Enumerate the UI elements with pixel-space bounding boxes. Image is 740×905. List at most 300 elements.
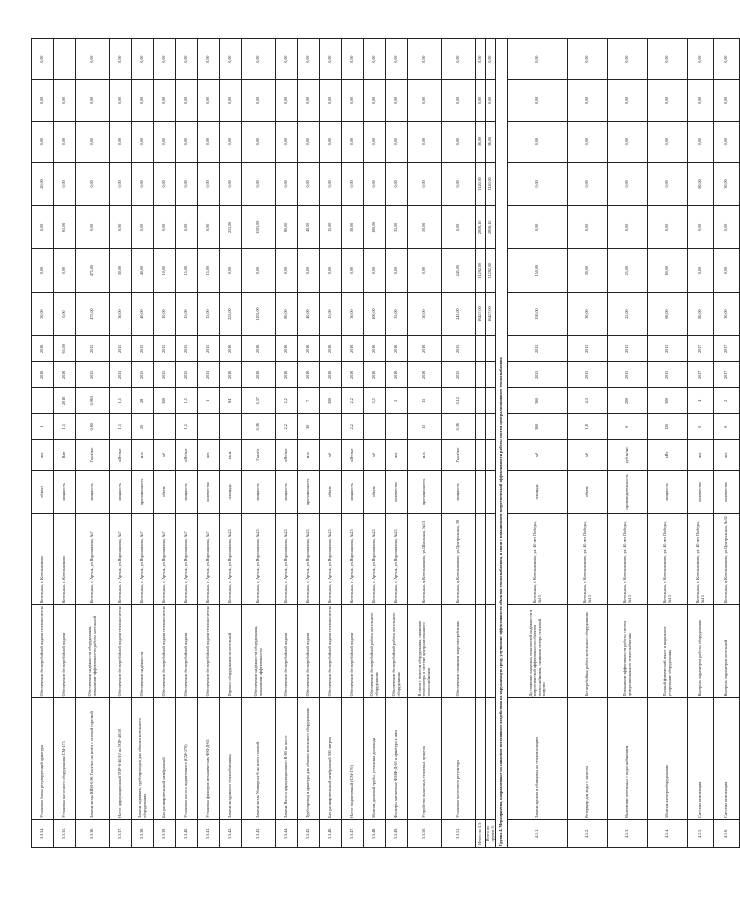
table-cell: 35,00 xyxy=(386,206,408,249)
table-cell: 0,00 xyxy=(32,39,54,80)
table-cell: Обеспечение надёжности оборудования, повышение эффективности работы котельной xyxy=(76,605,110,698)
table-cell: 3.3.43. xyxy=(242,819,276,847)
table-cell: Замена котла КВМ-0,96 Гкал/час на котёл с газовой горелкой xyxy=(76,698,110,819)
table-row xyxy=(508,39,568,848)
table-cell: шт. xyxy=(198,440,220,470)
table-cell: 2016 xyxy=(386,362,408,388)
table-cell: 2015 xyxy=(608,336,648,362)
table-cell: шт. xyxy=(32,440,54,470)
table-cell: 0,00 xyxy=(220,249,242,292)
table-cell: 0,00 xyxy=(342,121,364,162)
table-row xyxy=(408,39,442,848)
table-cell: 4,3 xyxy=(568,388,608,414)
table-cell: 0,00 xyxy=(132,162,154,205)
table-cell: 0,00 xyxy=(648,206,688,249)
table-cell: протяженность xyxy=(408,470,442,513)
table-cell: 4.1.5. xyxy=(688,819,714,847)
table-cell xyxy=(486,362,496,388)
table-cell: Бак расширительный мембранный 300 литров xyxy=(320,698,342,819)
table-cell: 15,00 xyxy=(320,206,342,249)
table-cell: 30,00 xyxy=(568,249,608,292)
table-cell xyxy=(476,362,486,388)
table-cell: 3.3.48. xyxy=(364,819,386,847)
table-cell: Обеспечение бесперебойной подачи xyxy=(298,605,320,698)
table-row xyxy=(54,39,76,848)
table-cell: 0,00 xyxy=(342,39,364,80)
table-cell: 15,00 xyxy=(176,292,198,335)
table-cell: 35,00 xyxy=(386,292,408,335)
table-cell: Обеспечение надёжности оборудования, повышение эффективности xyxy=(242,605,276,698)
table-cell: 40,00 xyxy=(132,249,154,292)
table-cell: Установка частотного регулятора xyxy=(442,698,476,819)
table-cell: 0,00 xyxy=(364,162,386,205)
table-row xyxy=(342,39,364,848)
table-row xyxy=(442,39,476,848)
table-cell: 0,00 xyxy=(110,206,132,249)
table-cell: 2016 xyxy=(342,362,364,388)
table-cell: 2015 xyxy=(76,362,110,388)
table-cell: Итого по 3.3: xyxy=(476,819,486,847)
table-cell: Установка насоса подпиточного (СМ-170) xyxy=(176,698,198,819)
table-cell: 100,00 xyxy=(364,292,386,335)
table-cell: м² xyxy=(508,440,568,470)
table-cell: 3.3.37. xyxy=(110,819,132,847)
table-cell: Котельная, г. Артык, ул.Ворошилова, №7 xyxy=(110,514,132,605)
table-cell: объем xyxy=(320,470,342,513)
table-cell: 0,00 xyxy=(408,249,442,292)
table-cell: количество xyxy=(688,470,714,513)
table-cell: 0,00 xyxy=(32,206,54,249)
table-cell: Установка насосного оборудования СМ-175 xyxy=(54,698,76,819)
table-cell: 0,00 xyxy=(688,80,714,121)
table-cell: 60,00 xyxy=(648,249,688,292)
table-cell: 0 xyxy=(608,414,648,440)
table-cell: 2017 xyxy=(714,362,740,388)
table-cell: 1 xyxy=(32,414,54,440)
table-cell: 0,00 xyxy=(568,39,608,80)
table-cell: площадь xyxy=(508,470,568,513)
table-cell: 2015 xyxy=(154,362,176,388)
table-cell: 0,00 xyxy=(220,162,242,205)
table-cell: 0,00 xyxy=(408,39,442,80)
table-cell: 0,00 xyxy=(386,39,408,80)
table-cell: 2,2 xyxy=(276,388,298,414)
table-cell: 0,00 xyxy=(568,121,608,162)
table-cell: 0,963 xyxy=(76,388,110,414)
table-cell: В связи с износом оборудования, снижение теплопотерь в системе централизованного теплоснабжения xyxy=(408,605,442,698)
table-cell: 2016 xyxy=(220,336,242,362)
table-cell: 200 xyxy=(608,388,648,414)
table-cell: мощность xyxy=(442,470,476,513)
table-cell: 2016 xyxy=(242,336,276,362)
table-cell: 150,00 xyxy=(508,292,568,335)
table-cell xyxy=(486,514,496,605)
table-cell: 0,00 xyxy=(568,80,608,121)
table-cell: 0,00 xyxy=(198,162,220,205)
table-cell: 2015 xyxy=(648,336,688,362)
table-cell: 80,00 xyxy=(688,292,714,335)
table-cell: 0,00 xyxy=(714,39,740,80)
table-cell: кВт xyxy=(648,440,688,470)
table-cell: 0,00 xyxy=(508,162,568,205)
table-cell: 0,00 xyxy=(714,249,740,292)
table-cell: Котельная, г. Артык, ул.Ворошилова, №25 xyxy=(298,514,320,605)
table-cell: 30,00 xyxy=(110,249,132,292)
table-row xyxy=(320,39,342,848)
table-row xyxy=(608,39,648,848)
table-cell: Котельная, г. Артык, ул.Ворошилова, №7 xyxy=(154,514,176,605)
table-cell: 0,00 xyxy=(386,121,408,162)
table-cell: 3.3.40. xyxy=(176,819,198,847)
table-cell: м³ xyxy=(320,440,342,470)
subtotal-row xyxy=(476,39,486,848)
table-cell: м³ xyxy=(154,440,176,470)
table-cell: 0,00 xyxy=(508,206,568,249)
table-cell: Всего по группе 3: xyxy=(486,819,496,847)
table-cell: 0,00 xyxy=(442,206,476,249)
table-cell: 0,37 xyxy=(242,388,276,414)
table-cell: 3.3.51. xyxy=(442,819,476,847)
table-cell: м.п. xyxy=(408,440,442,470)
table-cell: 0,00 xyxy=(608,162,648,205)
table-row xyxy=(76,39,110,848)
table-row xyxy=(110,39,132,848)
table-cell: шт. xyxy=(714,440,740,470)
table-cell: 0,00 xyxy=(568,162,608,205)
table-cell: Резервуар для воды с запасом xyxy=(568,698,608,819)
table-cell: 0,00 xyxy=(320,121,342,162)
table-cell: 2015 xyxy=(76,336,110,362)
table-cell: 0,00 xyxy=(154,162,176,205)
table-cell: 2015 xyxy=(176,336,198,362)
table-cell: 0,00 xyxy=(648,80,688,121)
table-cell: Котельная, г. Артык, ул.Ворошилова, №7 xyxy=(198,514,220,605)
table-cell: 3.3.49. xyxy=(386,819,408,847)
table-row xyxy=(198,39,220,848)
table-cell: Обеспечение бесперебойной подачи теплоносителя xyxy=(110,605,132,698)
table-cell: 475,00 xyxy=(76,249,110,292)
table-cell xyxy=(32,388,54,414)
table-cell: 0,00 xyxy=(110,39,132,80)
table-cell: 0,00 xyxy=(408,80,442,121)
table-cell: 255,00 xyxy=(220,206,242,249)
table-row xyxy=(32,39,54,848)
table-row xyxy=(176,39,198,848)
table-cell xyxy=(386,414,408,440)
table-cell: 84 xyxy=(220,388,242,414)
table-cell: Котельная, г. Артык, ул.Ворошилова, №7 xyxy=(76,514,110,605)
table-cell: Обеспечение бесперебойной подачи теплоносителя xyxy=(154,605,176,698)
table-cell: количество xyxy=(714,470,740,513)
table-cell: 2016 xyxy=(276,362,298,388)
table-cell: 16457,00 xyxy=(476,292,486,335)
table-cell: 360 xyxy=(508,388,568,414)
table-cell: 0,00 xyxy=(342,80,364,121)
table-cell: Монтаж дымовой трубы, установка дымохода xyxy=(364,698,386,819)
table-cell: кВт/час xyxy=(110,440,132,470)
table-cell: Повышение эффективности работы систем централизованного теплоснабжения xyxy=(608,605,648,698)
table-row xyxy=(648,39,688,848)
table-cell: 10,00 xyxy=(154,292,176,335)
table-cell: Трубопровод и арматура для обвязки котельного оборудования xyxy=(298,698,320,819)
table-row xyxy=(714,39,740,848)
table-cell: Включение котельных с водоснабжением xyxy=(608,698,648,819)
table-row xyxy=(386,39,408,848)
table-cell xyxy=(54,39,76,80)
table-cell: Котельная, г. Котельниково, ул. 40 лет Победы, №15 xyxy=(508,514,568,605)
table-cell: 0,00 xyxy=(714,80,740,121)
table-cell: площадь xyxy=(220,470,242,513)
table-cell: 245,00 xyxy=(442,292,476,335)
table-cell: 2016 xyxy=(32,362,54,388)
table-cell: 16457,00 xyxy=(486,292,496,335)
table-cell: 0,00 xyxy=(176,39,198,80)
table-cell: 2015 xyxy=(176,362,198,388)
table-cell: 2856,10 xyxy=(476,206,486,249)
table-cell: Котельная, п.Котельниково, ул.Школьная, №13 xyxy=(408,514,442,605)
table-cell: Обеспечение бесперебойной подачи теплоносителя xyxy=(198,605,220,698)
table-cell xyxy=(476,470,486,513)
rotated-table-container xyxy=(31,38,729,848)
table-cell: 2017 xyxy=(714,336,740,362)
table-cell: 0,00 xyxy=(608,39,648,80)
table-cell: 1 xyxy=(198,388,220,414)
table-cell: 0,00 xyxy=(242,80,276,121)
table-cell: куб.м/час xyxy=(608,440,648,470)
table-cell: 2016 xyxy=(298,336,320,362)
table-cell: Котельная, п.Котельниково, ул.Центральная, №32 xyxy=(714,514,740,605)
table-cell: 1,5 xyxy=(176,414,198,440)
table-cell: 0,00 xyxy=(276,121,298,162)
table-cell: 0,00 xyxy=(320,39,342,80)
table-cell: 0,00 xyxy=(408,162,442,205)
table-cell: 0,00 xyxy=(714,121,740,162)
table-cell: Обеспечение надёжности xyxy=(132,605,154,698)
table-cell: кВт/час xyxy=(276,440,298,470)
table-cell: 2015 xyxy=(608,362,648,388)
table-cell: протяженность xyxy=(298,470,320,513)
table-cell: 0,00 xyxy=(198,80,220,121)
table-cell: 30,00 xyxy=(714,292,740,335)
table-cell: 30,00 xyxy=(342,292,364,335)
table-cell: мощность xyxy=(54,470,76,513)
table-cell: 0,00 xyxy=(242,121,276,162)
table-cell: 0,00 xyxy=(32,80,54,121)
table-cell: 1,5 xyxy=(110,388,132,414)
table-cell: 2016 xyxy=(54,362,76,388)
table-cell: 0,00 xyxy=(110,162,132,205)
table-cell: 3.3.45. xyxy=(298,819,320,847)
table-cell: 2017 xyxy=(688,362,714,388)
table-cell: 0,00 xyxy=(342,249,364,292)
table-cell: кВт/час xyxy=(176,440,198,470)
table-cell: Котельная, г. Артык, ул.Ворошилова, №25 xyxy=(320,514,342,605)
table-cell: Котельная, г. Артык, ул.Ворошилова, №25 xyxy=(220,514,242,605)
table-cell xyxy=(154,414,176,440)
table-cell: 40,00 xyxy=(298,292,320,335)
table-cell: 15 xyxy=(408,414,442,440)
table-cell xyxy=(476,336,486,362)
table-cell: 0,00 xyxy=(76,206,110,249)
table-cell: 0,00 xyxy=(486,39,496,80)
table-cell xyxy=(320,414,342,440)
table-cell: 2016 xyxy=(386,336,408,362)
table-cell: м.п. xyxy=(132,440,154,470)
table-row xyxy=(132,39,154,848)
table-cell: Обеспечение снижения энергопотребления xyxy=(442,605,476,698)
table-cell: Котельная, п.Котельниково, ул.Центральная, 38 xyxy=(442,514,476,605)
table-cell: 0,00 xyxy=(154,80,176,121)
table-cell: 0,00 xyxy=(298,162,320,205)
table-cell: 0,00 xyxy=(608,206,648,249)
table-cell: Контроль параметров котельной xyxy=(714,605,740,698)
table-cell: 1,8 xyxy=(568,414,608,440)
table-cell: Установка фильтров механических ФМ-Д-65 xyxy=(198,698,220,819)
table-cell: 30,00 xyxy=(110,292,132,335)
table-cell: 1105,00 xyxy=(242,206,276,249)
table-cell: 4.1.3. xyxy=(608,819,648,847)
table-cell: 300 xyxy=(154,388,176,414)
table-cell: мощность xyxy=(76,470,110,513)
table-cell: 0,00 xyxy=(198,121,220,162)
table-cell: 120 xyxy=(648,414,688,440)
table-cell: 245,00 xyxy=(442,249,476,292)
table-cell: Обеспечение бесперебойной подачи теплоносителя xyxy=(320,605,342,698)
table-row xyxy=(276,39,298,848)
table-cell: м³ xyxy=(568,440,608,470)
table-cell: Замена Насоса циркуляционного К-80 на насос xyxy=(276,698,298,819)
table-cell: 0,00 xyxy=(154,206,176,249)
table-cell: 0,00 xyxy=(364,39,386,80)
table-cell xyxy=(486,605,496,698)
table-cell: 50,00 xyxy=(408,292,442,335)
table-cell: 4.1.6. xyxy=(714,819,740,847)
table-cell: 30,00 xyxy=(714,162,740,205)
table-cell: 0,00 xyxy=(298,80,320,121)
table-cell: 0,00 xyxy=(132,39,154,80)
table-cell: Котельная, г. Котельниково xyxy=(54,514,76,605)
table-cell: 255,00 xyxy=(220,292,242,335)
table-cell: 0,00 xyxy=(76,121,110,162)
table-cell: 2016 xyxy=(320,362,342,388)
table-cell: 3.3.47. xyxy=(342,819,364,847)
table-cell: 0,00 xyxy=(648,39,688,80)
table-cell: 0,00 xyxy=(176,162,198,205)
table-cell: Котельная, г. Артык, ул.Ворошилова, №7 xyxy=(176,514,198,605)
table-cell: м.п. xyxy=(298,440,320,470)
table-cell: 150,00 xyxy=(508,249,568,292)
table-cell: количество xyxy=(386,470,408,513)
table-cell: 300 xyxy=(648,388,688,414)
table-cell: кв.м. xyxy=(220,440,242,470)
table-cell: мощность xyxy=(242,470,276,513)
table-cell: 2015 xyxy=(132,336,154,362)
table-cell: объект xyxy=(32,470,54,513)
table-row xyxy=(688,39,714,848)
table-cell xyxy=(486,336,496,362)
table-cell: 2016 xyxy=(220,362,242,388)
table-cell: 0,00 xyxy=(54,249,76,292)
table-cell: 0 xyxy=(688,414,714,440)
table-cell: 11292,00 xyxy=(486,249,496,292)
table-cell: Достижение плановых показателей надёжности и энергетической эффективности объектов теплоснабжения, снижение потерь тепловой энергии xyxy=(508,605,568,698)
table-cell: 0,00 xyxy=(364,121,386,162)
table-cell: 0,00 xyxy=(132,206,154,249)
table-cell: 50,00 xyxy=(32,292,54,335)
table-cell: Гкал/час xyxy=(442,440,476,470)
table-cell: 0,00 xyxy=(648,121,688,162)
table-cell: 30,00 xyxy=(568,292,608,335)
table-cell: Обеспечение бесперебойной подачи xyxy=(276,605,298,698)
table-cell: производительность xyxy=(608,470,648,513)
table-cell: шт. xyxy=(386,440,408,470)
table-cell: 0,00 xyxy=(648,162,688,205)
table-cell: 3.3.44. xyxy=(276,819,298,847)
table-cell: 2,2 xyxy=(342,388,364,414)
table-cell: 25,00 xyxy=(608,249,648,292)
table-cell xyxy=(476,514,486,605)
table-cell xyxy=(476,605,486,698)
table-cell: Замена кровли и облицовка на теплоизоляцию xyxy=(508,698,568,819)
table-cell: Обеспечение бесперебойной подачи xyxy=(54,605,76,698)
table-cell: 30,00 xyxy=(342,206,364,249)
table-cell: объем xyxy=(364,470,386,513)
table-cell: 2016 xyxy=(320,336,342,362)
table-cell xyxy=(486,440,496,470)
table-cell: Котельная, г. Котельниково, ул. 40 лет Победы, №15 xyxy=(568,514,608,605)
table-cell: 0,00 xyxy=(476,39,486,80)
table-cell: 3.3.38. xyxy=(132,819,154,847)
table-cell: 0,00 xyxy=(276,80,298,121)
group-title: Группа 4. Мероприятия, направленные на снижение негативного воздействия на окружающую среду, улучшение эффективности объектов теплоснабжения, в связи с повышением энергетической эффективности работы систем централизованного теплоснабжения xyxy=(496,39,508,848)
table-cell: Бесперебойная работа котельного оборудования xyxy=(568,605,608,698)
table-row xyxy=(154,39,176,848)
table-cell: 0,00 xyxy=(154,121,176,162)
table-cell: 0,00 xyxy=(132,121,154,162)
table-cell: 0 xyxy=(714,414,740,440)
table-cell: 0,00 xyxy=(198,39,220,80)
table-cell: Котельная, г. Артык, ул.Ворошилова, №25 xyxy=(276,514,298,605)
table-cell: 0,00 xyxy=(688,249,714,292)
table-cell: 0,00 xyxy=(32,249,54,292)
table-cell: 60,00 xyxy=(648,292,688,335)
table-cell: 0,00 xyxy=(408,121,442,162)
table-cell: Обеспечение бесперебойной подачи xyxy=(342,605,364,698)
table-cell: 0,00 xyxy=(320,80,342,121)
table-cell: 0,00 xyxy=(342,162,364,205)
table-cell: Котельная, г. Котельниково, ул. 40 лет Победы, №15 xyxy=(648,514,688,605)
table-cell: 0,00 xyxy=(276,249,298,292)
table-cell: 36,00 xyxy=(476,121,486,162)
table-cell xyxy=(486,698,496,819)
table-cell: 1120,00 xyxy=(486,162,496,205)
table-cell: 0,00 xyxy=(386,249,408,292)
table-cell: Устройство выносных тепловых пунктов xyxy=(408,698,442,819)
table-cell: 0,00 xyxy=(364,249,386,292)
table-cell: 2015 xyxy=(198,336,220,362)
table-cell: 2016 xyxy=(32,336,54,362)
table-cell xyxy=(476,388,486,414)
table-cell: Фильтры магнитные ФМФ-Д-65 и арматура к ним xyxy=(386,698,408,819)
table-cell: 0,00 xyxy=(242,39,276,80)
table-cell: 15,00 xyxy=(176,249,198,292)
table-row xyxy=(568,39,608,848)
table-cell: 0,00 xyxy=(176,206,198,249)
table-cell: 15 xyxy=(408,388,442,414)
table-cell: 0,00 xyxy=(176,80,198,121)
table-cell: мощность xyxy=(648,470,688,513)
table-cell: 0,00 xyxy=(386,80,408,121)
